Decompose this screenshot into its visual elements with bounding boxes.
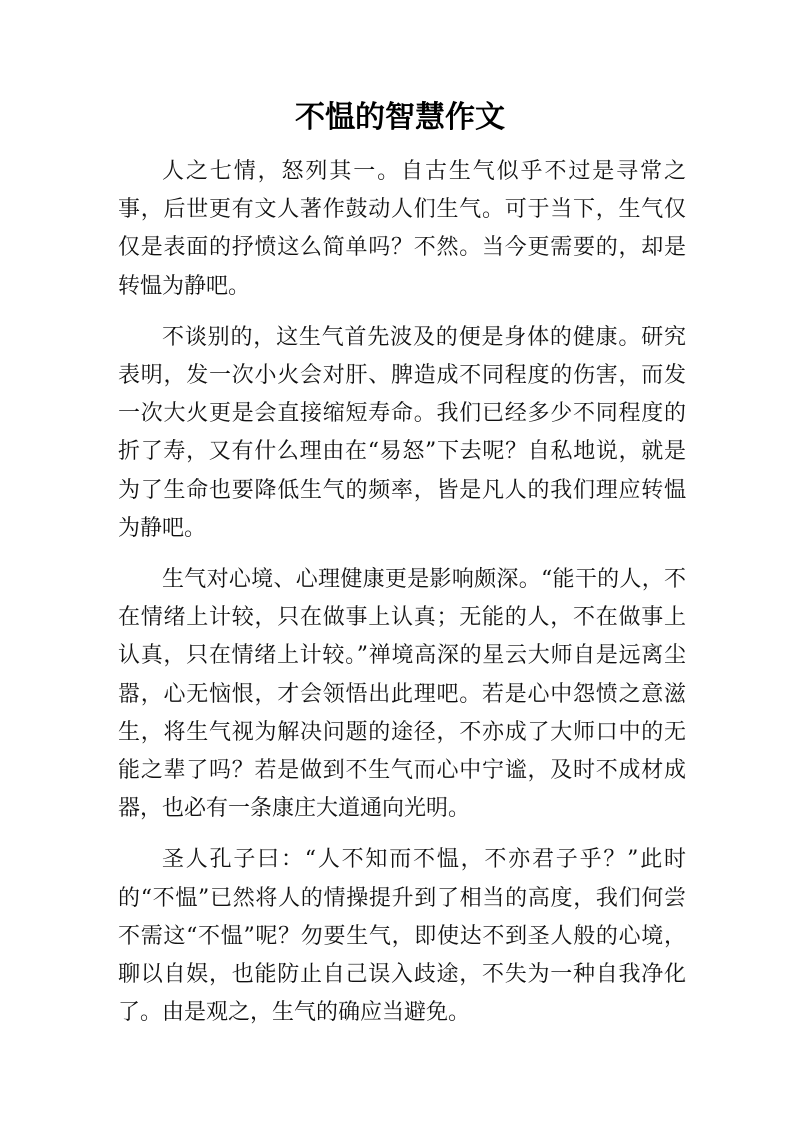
- document-title: 不愠的智慧作文: [295, 100, 505, 135]
- paragraph-2: 不谈别的，这生气首先波及的便是身体的健康。研究表明，发一次小火会对肝、脾造成不同程度的伤害，而发一次大火更是会直接缩短寿命。我们已经多少不同程度的折了寿，又有什么理由在“易怒”下去呢？自私地说，就是为了生命也要降低生气的频率，皆是凡人的我们理应转愠为静吧。: [118, 324, 686, 541]
- paragraph-4: 圣人孔子曰：“人不知而不愠，不亦君子乎？”此时的“不愠”已然将人的情操提升到了相当的高度，我们何尝不需这“不愠”呢？勿要生气，即使达不到圣人般的心境，聊以自娱，也能防止自己误入歧途，不失为一种自我净化了。由是观之，生气的确应当避免。: [118, 847, 686, 1026]
- paragraph-1: 人之七情，怒列其一。自古生气似乎不过是寻常之事，后世更有文人著作鼓动人们生气。可于当下，生气仅仅是表面的抒愤这么简单吗？不然。当今更需要的，却是转愠为静吧。: [118, 159, 686, 299]
- document-body: [118, 153, 686, 1045]
- paragraph-3: 生气对心境、心理健康更是影响颇深。“能干的人，不在情绪上计较，只在做事上认真；无能的人，不在做事上认真，只在情绪上计较。”禅境高深的星云大师自是远离尘嚣，心无恼恨，才会领悟出此理吧。若是心中怨愤之意滋生，将生气视为解决问题的途径，不亦成了大师口中的无能之辈了吗？若是做到不生气而心中宁谧，及时不成材成器，也必有一条康庄大道通向光明。: [118, 567, 686, 822]
